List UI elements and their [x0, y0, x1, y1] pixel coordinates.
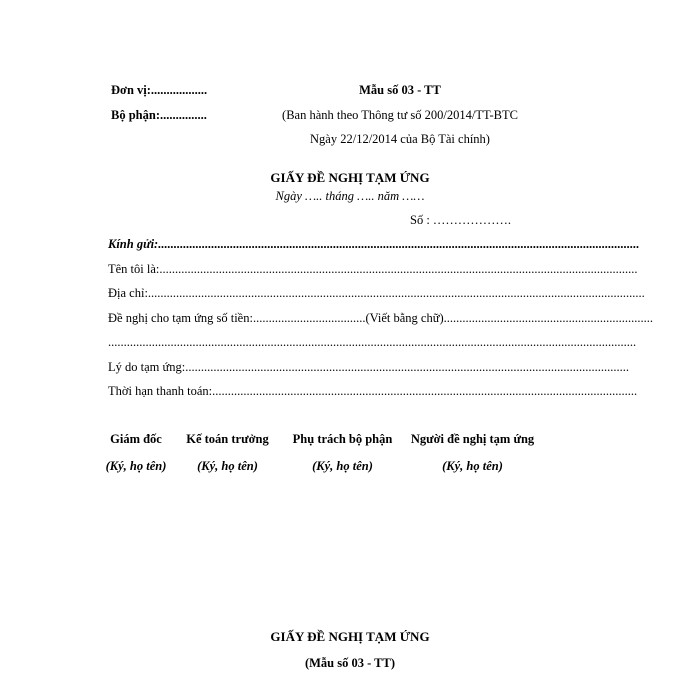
- signature-director: [96, 432, 176, 474]
- department-field: Bộ phận:...............: [111, 108, 207, 122]
- field-name-text: Tên tôi là:.........................................................................................................................................................: [108, 262, 638, 276]
- signature-department-head-sub: (Ký, họ tên): [312, 459, 373, 473]
- field-name: [108, 262, 638, 278]
- footer-title: GIẤY ĐỀ NGHỊ TẠM ỨNG: [270, 629, 430, 644]
- document-title: GIẤY ĐỀ NGHỊ TẠM ỨNG: [270, 170, 430, 185]
- field-recipient-text: Kính gửi:..........................................................................................................................................................: [108, 237, 640, 251]
- document-number: Số : ……………….: [410, 213, 512, 227]
- signature-director-title: Giám đốc: [110, 432, 162, 446]
- field-reason-text: Lý do tạm ứng:..............................................................................................................................................: [108, 360, 630, 374]
- issued-by: (Ban hành theo Thông tư số 200/2014/TT-BTC: [282, 108, 518, 122]
- issued-date: Ngày 22/12/2014 của Bộ Tài chính): [310, 132, 490, 146]
- signature-chief-accountant: [180, 432, 275, 474]
- field-amount-continued: [108, 335, 637, 351]
- date-line: Ngày ….. tháng ….. năm ……: [275, 189, 425, 203]
- field-address-text: Địa chỉ:...............................................................................................................................................................: [108, 286, 645, 300]
- signature-chief-accountant-title: Kế toán trưởng: [186, 432, 269, 446]
- signature-director-sub: (Ký, họ tên): [105, 459, 167, 473]
- footer-subtitle: (Mẫu số 03 - TT): [304, 656, 396, 670]
- signature-department-head: [285, 432, 400, 474]
- unit-field: Đơn vị:..................: [111, 83, 208, 97]
- field-deadline-text: Thời hạn thanh toán:........................................................................................................................................: [108, 384, 638, 398]
- field-reason: [108, 360, 630, 376]
- field-amount-text: Đề nghị cho tạm ứng số tiền:....................................(Viết bằng chữ)...................................................................: [108, 311, 654, 325]
- field-amount-continued-text: .........................................................................................................................................................................: [108, 335, 637, 349]
- signature-requester: [405, 432, 540, 474]
- field-address: [108, 286, 645, 302]
- signature-requester-sub: (Ký, họ tên): [442, 459, 503, 473]
- form-number: Mẫu số 03 - TT: [359, 83, 441, 97]
- signature-department-head-title: Phụ trách bộ phận: [292, 432, 393, 446]
- signature-chief-accountant-sub: (Ký, họ tên): [197, 459, 258, 473]
- signature-requester-title: Người đề nghị tạm ứng: [410, 432, 535, 446]
- field-deadline: [108, 384, 638, 400]
- field-recipient: [108, 237, 640, 253]
- field-amount: [108, 311, 654, 327]
